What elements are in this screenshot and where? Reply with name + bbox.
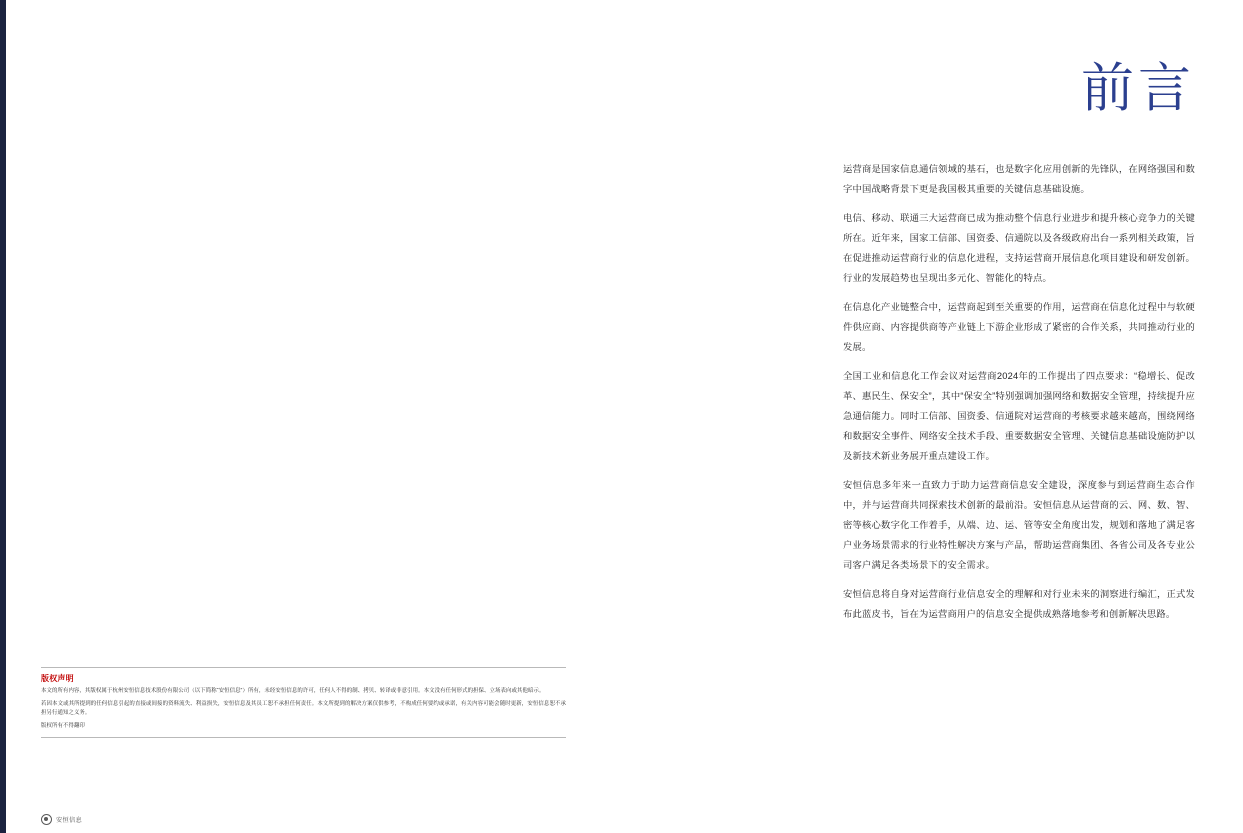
circle-dot-logo-icon bbox=[41, 814, 52, 825]
paragraph: 电信、移动、联通三大运营商已成为推动整个信息行业进步和提升核心竞争力的关键所在。近年来，国家工信部、国资委、信通院以及各级政府出台一系列相关政策，旨在促进推动运营商行业的信息化进程，支持运营商开展信息化项目建设和研发创新。行业的发展趋势也呈现出多元化、智能化的特点。 bbox=[843, 212, 1195, 283]
copyright-title: 版权声明 bbox=[41, 674, 74, 684]
footer-brand bbox=[41, 814, 82, 825]
paragraph: 安恒信息将自身对运营商行业信息安全的理解和对行业未来的洞察进行编汇，正式发布此蓝皮书，旨在为运营商用户的信息安全提供成熟落地参考和创新解决思路。 bbox=[843, 588, 1195, 619]
copyright-divider-bottom bbox=[41, 737, 566, 738]
copyright-line: 本文的所有内容，其版权属于杭州安恒信息技术股份有限公司（以下简称“安恒信息”）所有，未经安恒信息的许可，任何人不得的制、拷贝、转译或非意引用。本文没有任何形式的担保、立场表向或其他暗示。 bbox=[41, 688, 545, 695]
right-page bbox=[818, 0, 1243, 833]
paragraph: 运营商是国家信息通信领域的基石，也是数字化应用创新的先锋队，在网络强国和数字中国战略背景下更是我国极其重要的关键信息基础设施。 bbox=[843, 164, 1195, 194]
footer-brand-label: 安恒信息 bbox=[56, 817, 82, 824]
copyright-line: 若因本文或其所提到的任何信息引起的直接或间接的资料流失、利益损失，安恒信息及其员工恕不承担任何责任。本文所提到的解决方案仅供参考，不构成任何要约或承诺，有关内容可能会随时更新，安恒信息恕不承担另行通知之义务。 bbox=[41, 701, 566, 717]
copyright-line: 版权所有不得翻印 bbox=[41, 723, 85, 730]
copyright-block bbox=[41, 667, 566, 738]
page-title: 前言 bbox=[1081, 58, 1195, 119]
paragraph: 在信息化产业链整合中，运营商起到至关重要的作用，运营商在信息化过程中与软硬件供应商、内容提供商等产业链上下游企业形成了紧密的合作关系，共同推动行业的发展。 bbox=[843, 301, 1195, 352]
preface-body bbox=[843, 160, 1195, 634]
paragraph: 全国工业和信息化工作会议对运营商2024年的工作提出了四点要求：“稳增长、促改革、惠民生、保安全”，其中“保安全”特别强调加强网络和数据安全管理，持续提升应急通信能力。同时工信部、国资委、信通院对运营商的考核要求越来越高，围绕网络和数据安全事件、网络安全技术手段、重要数据安全管理、关键信息基础设施防护以及新技术新业务展开重点建设工作。 bbox=[843, 370, 1195, 461]
paragraph: 安恒信息多年来一直致力于助力运营商信息安全建设，深度参与到运营商生态合作中，并与运营商共同探索技术创新的最前沿。安恒信息从运营商的云、网、数、智、密等核心数字化工作着手，从端、边、运、管等安全角度出发，规划和落地了满足客户业务场景需求的行业特性解决方案与产品，帮助运营商集团、各省公司及各专业公司客户满足各类场景下的安全需求。 bbox=[843, 479, 1195, 570]
copyright-divider-top bbox=[41, 667, 566, 668]
left-page bbox=[6, 0, 818, 833]
